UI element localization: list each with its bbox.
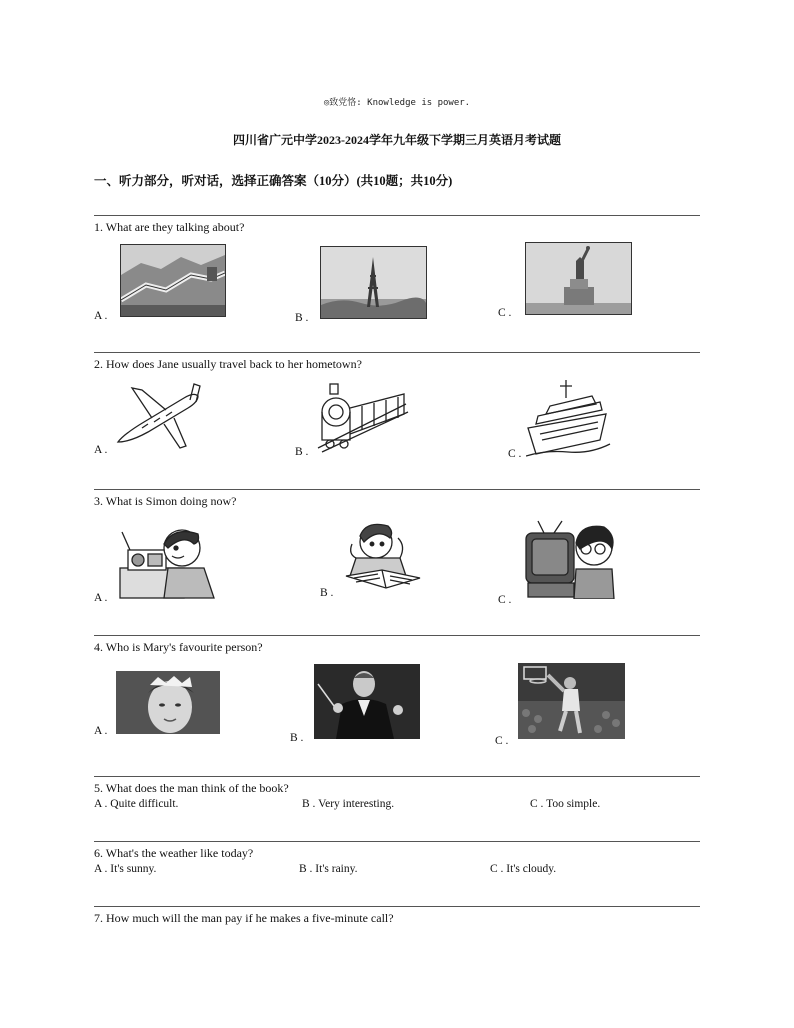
option-b[interactable] [299,863,358,875]
great-wall-photo [120,244,226,317]
question-number: 4. [94,640,103,654]
question-divider [94,841,700,842]
question-7 [94,911,394,926]
actress-photo [116,671,220,734]
question-text: What does the man think of the book? [105,781,289,795]
option-text: Very interesting. [318,798,395,810]
statue-of-liberty-photo [525,242,632,315]
basketball-player-photo [518,663,625,739]
question-1 [94,220,244,235]
question-divider [94,489,700,490]
option-a[interactable]: A . [94,592,108,604]
option-a[interactable] [94,798,178,810]
question-6 [94,846,253,861]
section-heading: 一、听力部分，听对话，选择正确答案（10分）(共10题；共10分) [94,174,453,188]
option-b[interactable]: B . [290,732,304,744]
option-letter: C . [490,863,504,875]
question-text: What's the weather like today? [105,846,254,860]
option-c[interactable]: C . [495,735,509,747]
option-c[interactable] [490,863,556,875]
option-text: It's rainy. [315,863,358,875]
option-c[interactable]: C . [498,307,512,319]
option-letter: A . [94,798,108,810]
question-number: 5. [94,781,103,795]
airplane-drawing [114,378,204,456]
question-divider [94,635,700,636]
question-divider [94,352,700,353]
question-5 [94,781,289,796]
question-4 [94,640,263,655]
option-letter: A . [94,863,108,875]
page-motto: ◎致党恪: Knowledge is power. [323,98,471,108]
question-number: 1. [94,220,103,234]
option-c[interactable]: C . [498,594,512,606]
ship-drawing [526,378,611,460]
question-divider [94,776,700,777]
question-text: What are they talking about? [105,220,245,234]
question-2 [94,357,362,372]
option-text: It's sunny. [110,863,157,875]
question-text: What is Simon doing now? [105,494,237,508]
boy-listening-radio-drawing [114,522,224,600]
boy-reading-drawing [342,518,424,596]
train-drawing [314,378,409,456]
option-a[interactable] [94,863,156,875]
option-c[interactable]: C . [508,448,522,460]
exam-title: 四川省广元中学2023-2024学年九年级下学期三月英语月考试题 [233,133,561,147]
question-number: 3. [94,494,103,508]
option-text: It's cloudy. [506,863,557,875]
question-text: How much will the man pay if he makes a five-minute call? [106,911,394,925]
question-number: 7. [94,911,103,925]
option-letter: C . [530,798,544,810]
option-c[interactable] [530,798,600,810]
conductor-photo [314,664,420,739]
option-letter: B . [302,798,316,810]
question-divider [94,215,700,216]
question-3 [94,494,236,509]
option-b[interactable]: B . [320,587,334,599]
option-text: Too simple. [546,798,601,810]
question-number: 6. [94,846,103,860]
option-b[interactable]: B . [295,312,309,324]
option-text: Quite difficult. [110,798,179,810]
option-a[interactable]: A . [94,444,108,456]
question-divider [94,906,700,907]
boy-watching-tv-drawing [524,519,616,599]
option-b[interactable]: B . [295,446,309,458]
option-a[interactable]: A . [94,310,108,322]
option-b[interactable] [302,798,394,810]
question-number: 2. [94,357,103,371]
option-a[interactable]: A . [94,725,108,737]
option-letter: B . [299,863,313,875]
question-text: How does Jane usually travel back to her hometown? [106,357,362,371]
eiffel-tower-photo [320,246,427,319]
question-text: Who is Mary's favourite person? [105,640,263,654]
